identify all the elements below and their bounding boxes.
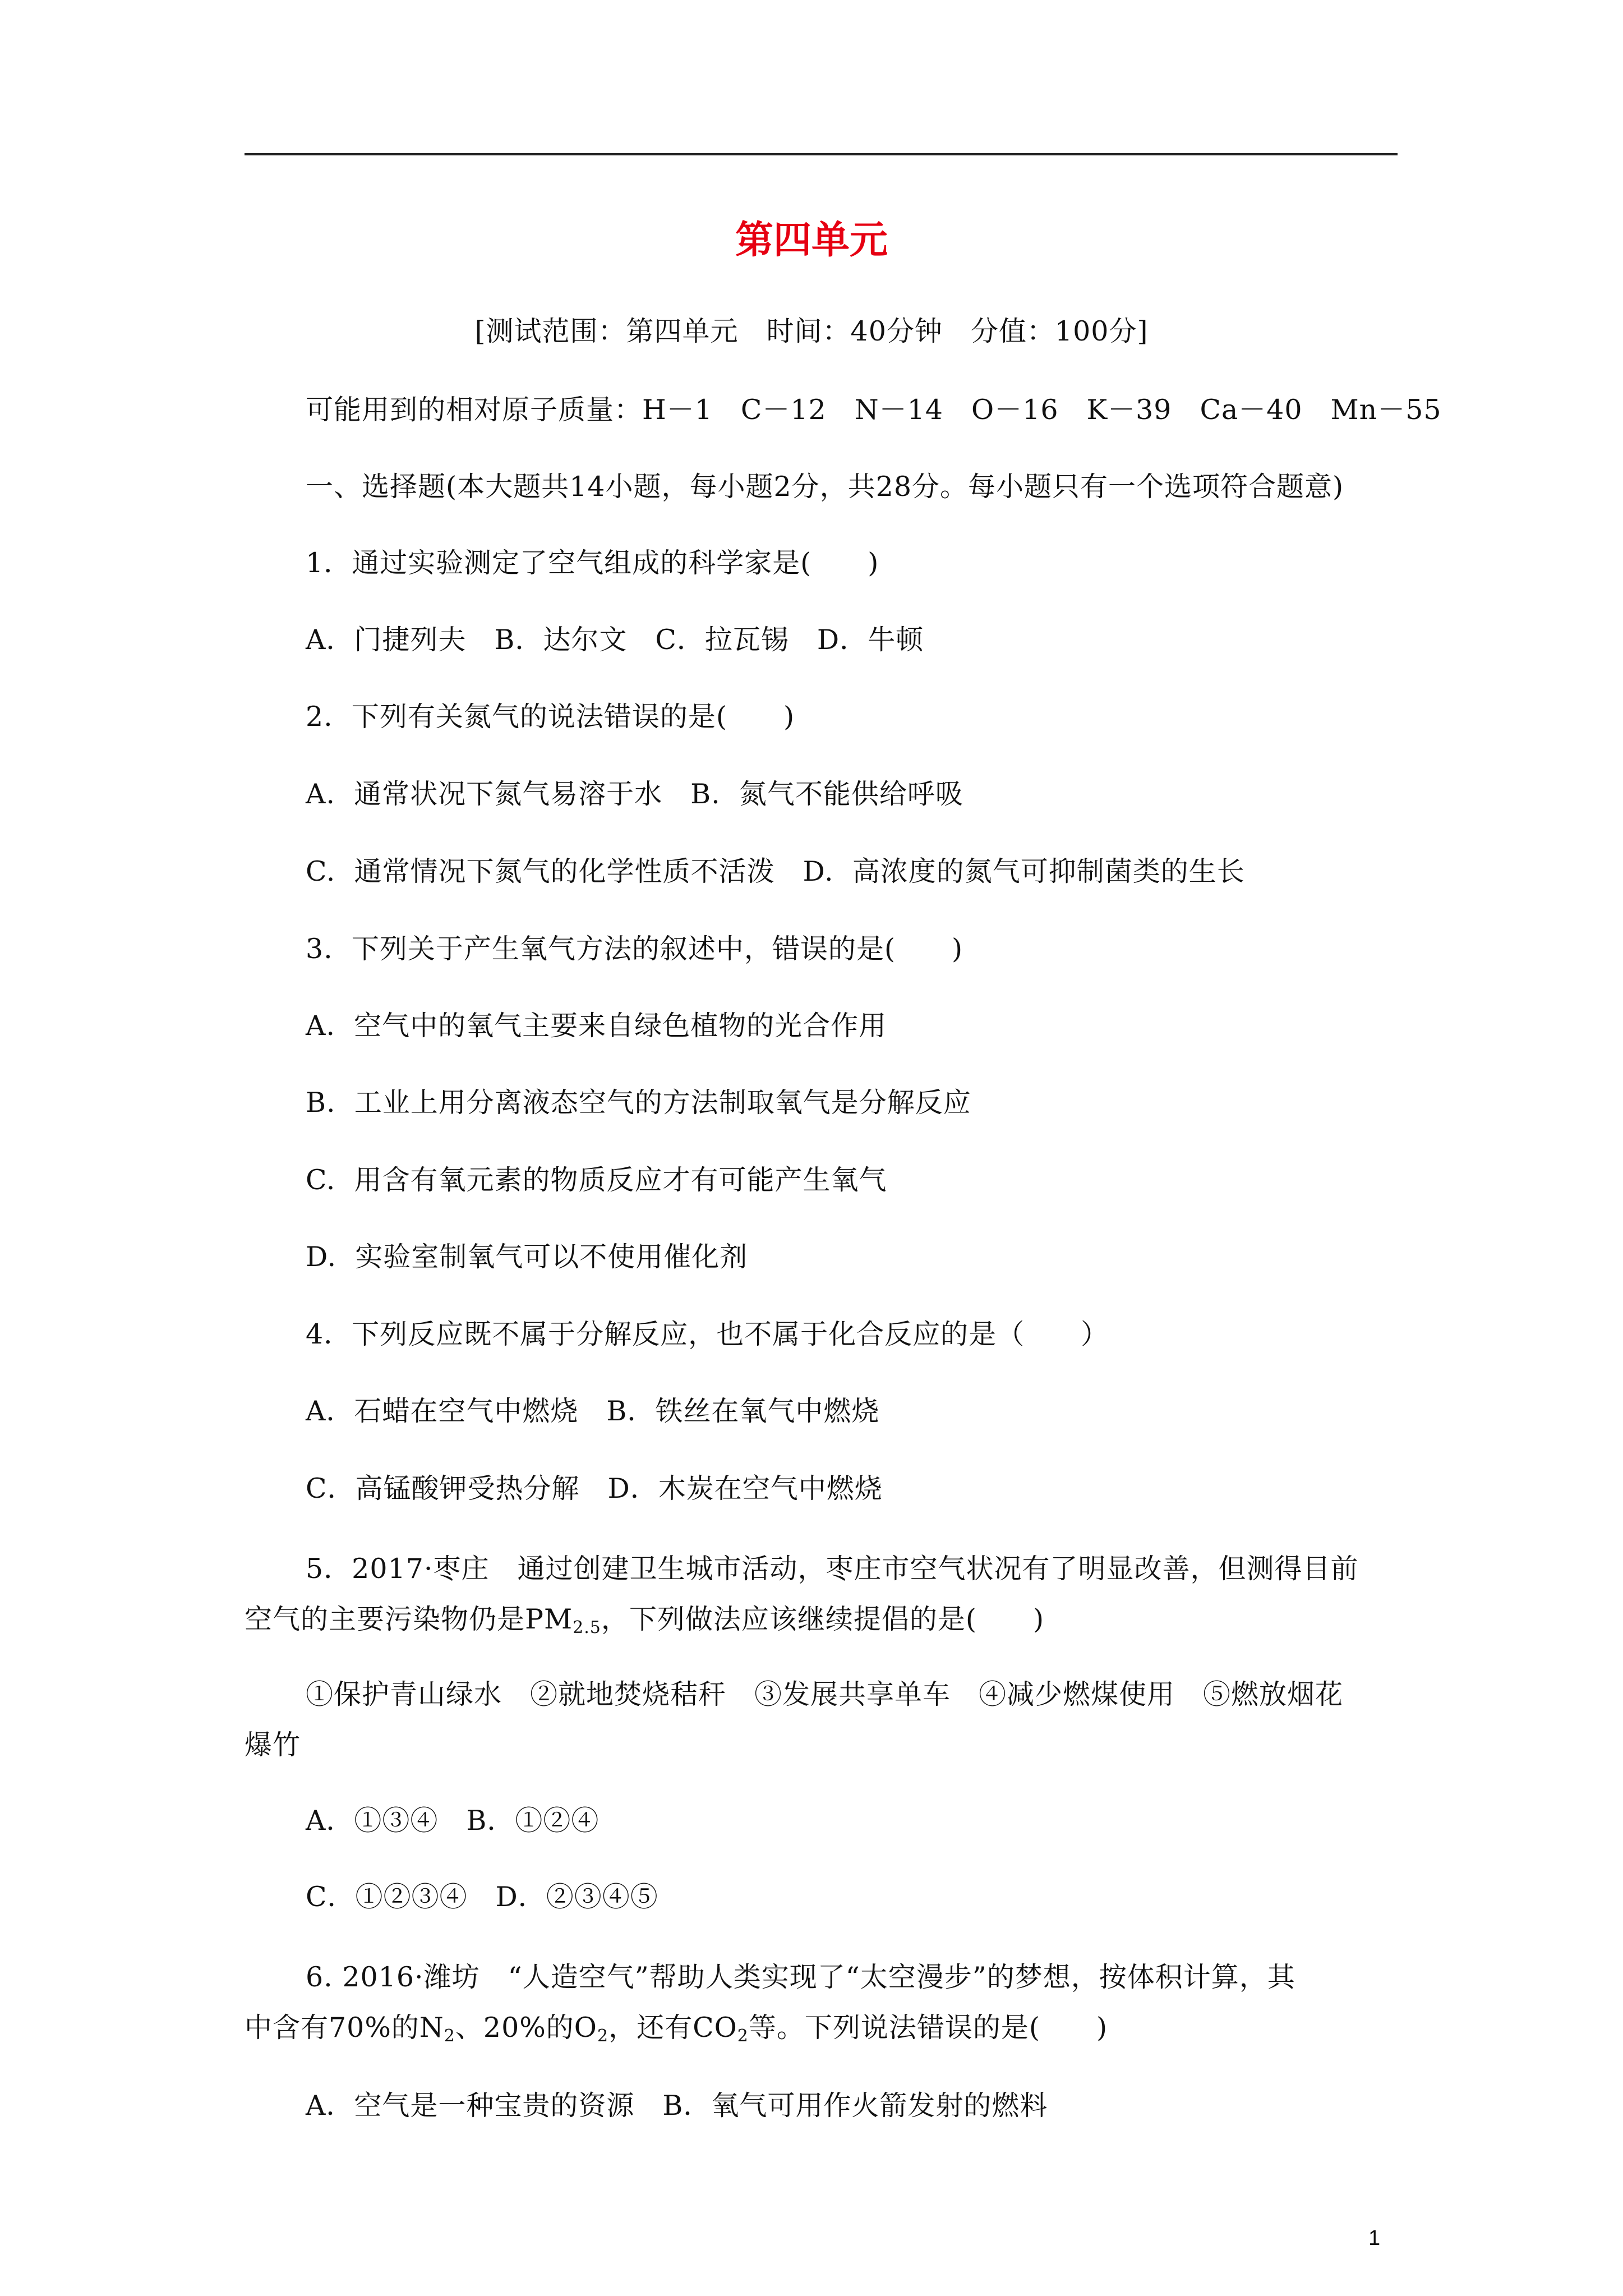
- question-6-options-line-1: A．空气是一种宝贵的资源 B．氧气可用作火箭发射的燃料: [306, 2090, 1048, 2122]
- pm-subscript: 2.5: [573, 1618, 601, 1637]
- question-1-options: A．门捷列夫 B．达尔文 C．拉瓦锡 D．牛顿: [306, 624, 924, 656]
- question-5-stem: [245, 1544, 1400, 1645]
- question-4-options-line-2: C．高锰酸钾受热分解 D．木炭在空气中燃烧: [306, 1473, 883, 1504]
- question-3-option-a: A. 空气中的氧气主要来自绿色植物的光合作用: [306, 1010, 887, 1042]
- question-5-stem-line-2: [245, 1594, 1400, 1645]
- co2-subscript: 2: [737, 2026, 749, 2046]
- q6-text-a: 中含有70%的N: [245, 2012, 444, 2044]
- question-6-stem: [245, 1952, 1400, 2053]
- question-3-option-d: D. 实验室制氧气可以不使用催化剂: [306, 1241, 748, 1273]
- question-3-stem: 3. 下列关于产生氧气方法的叙述中，错误的是( ): [306, 933, 963, 965]
- question-2-options-line-2: C. 通常情况下氮气的化学性质不活泼 D. 高浓度的氮气可抑制菌类的生长: [306, 855, 1245, 887]
- test-info: [测试范围：第四单元 时间：40分钟 分值：100分]: [474, 315, 1149, 347]
- question-3-option-c: C. 用含有氧元素的物质反应才有可能产生氧气: [306, 1164, 887, 1196]
- n2-subscript: 2: [444, 2026, 455, 2046]
- question-5-items-line-1: ①保护青山绿水 ②就地焚烧秸秆 ③发展共享单车 ④减少燃煤使用 ⑤燃放烟花: [306, 1678, 1344, 1710]
- question-4-options-line-1: A．石蜡在空气中燃烧 B．铁丝在氧气中燃烧: [306, 1395, 880, 1427]
- question-5-options-line-2: C．①②③④ D．②③④⑤: [306, 1881, 658, 1913]
- question-5-text-end: ，下列做法应该继续提倡的是( ): [601, 1603, 1045, 1635]
- q6-text-d: 等。下列说法错误的是( ): [748, 2012, 1108, 2044]
- question-6-stem-line-1: 6. 2016·潍坊 “人造空气”帮助人类实现了“太空漫步”的梦想，按体积计算，其: [306, 1961, 1295, 1993]
- atomic-mass-line: 可能用到的相对原子质量：H－1 C－12 N－14 O－16 K－39 Ca－40 Mn－55: [306, 394, 1442, 426]
- question-6-stem-line-2: [245, 2003, 1400, 2053]
- question-5-text: 空气的主要污染物仍是PM: [245, 1603, 573, 1635]
- question-4-stem: 4．下列反应既不属于分解反应，也不属于化合反应的是（ ）: [306, 1318, 1109, 1350]
- o2-subscript: 2: [597, 2026, 609, 2046]
- question-2-options-line-1: A. 通常状况下氮气易溶于水 B. 氮气不能供给呼吸: [306, 778, 963, 810]
- question-5-options-line-1: A．①③④ B．①②④: [306, 1805, 600, 1837]
- q6-text-c: ，还有CO: [608, 2012, 737, 2044]
- page-number: 1: [1368, 2226, 1381, 2250]
- question-5-stem-line-1: 5．2017·枣庄 通过创建卫生城市活动，枣庄市空气状况有了明显改善，但测得目前: [306, 1553, 1359, 1585]
- question-5-items-line-2: 爆竹: [245, 1729, 301, 1761]
- question-3-option-b: B. 工业上用分离液态空气的方法制取氧气是分解反应: [306, 1087, 971, 1119]
- question-2-stem: 2. 下列有关氮气的说法错误的是( ): [306, 701, 795, 733]
- header-rule: [245, 153, 1398, 155]
- q6-text-b: 、20%的O: [455, 2012, 597, 2044]
- question-1-stem: 1．通过实验测定了空气组成的科学家是( ): [306, 547, 879, 579]
- page-title: 第四单元: [735, 218, 888, 263]
- section-heading: 一、选择题(本大题共14小题，每小题2分，共28分。每小题只有一个选项符合题意): [306, 471, 1344, 503]
- question-5-items: [245, 1669, 1400, 1770]
